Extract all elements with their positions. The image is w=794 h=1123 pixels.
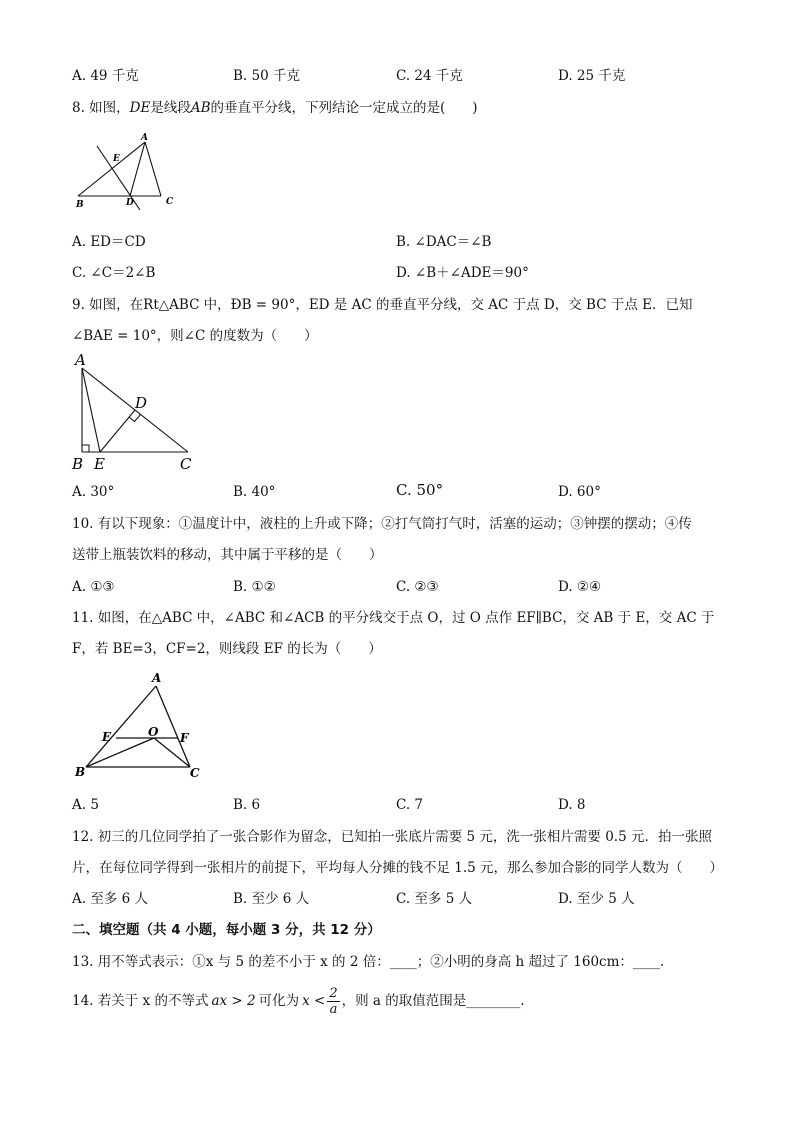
q9-label-c: C xyxy=(180,455,192,473)
q12-stem-line2: 片，在每位同学得到一张相片的前提下，平均每人分摊的钱不足 1.5 元，那么参加合影的同学人数为（ ） xyxy=(72,860,724,876)
q8-option-c: C. ∠C＝2∠B xyxy=(72,265,156,281)
q9-stem-line2: ∠BAE = 10°，则∠C 的度数为（ ） xyxy=(72,328,318,344)
q8-label-e: E xyxy=(113,154,120,164)
q11-stem-line2: F，若 BE=3，CF=2，则线段 EF 的长为（ ） xyxy=(72,641,382,657)
q13-text-3: . xyxy=(659,954,665,970)
q13-text-2: ；②小明的身高 h 超过了 160cm： xyxy=(416,954,633,970)
q11-figure xyxy=(72,666,217,782)
q14-blank: ________ xyxy=(466,993,521,1009)
q7-option-a: A. 49 千克 xyxy=(72,68,139,84)
q9-option-c: C. 50° xyxy=(396,481,444,499)
q11-label-o: O xyxy=(148,725,159,739)
q13-text-1: 13. 用不等式表示：①x 与 5 的差不小于 x 的 2 倍： xyxy=(72,954,390,970)
q12-stem-line1: 12. 初三的几位同学拍了一张合影作为留念，已知拍一张底片需要 5 元，洗一张相片需要 0.5 元．拍一张照 xyxy=(72,829,712,845)
q9-label-d: D xyxy=(135,394,148,412)
q12-option-a: A. 至多 6 人 xyxy=(72,891,149,907)
q8-label-d: D xyxy=(126,198,134,208)
q11-label-c: C xyxy=(190,766,200,780)
q9-label-a: A xyxy=(75,351,86,369)
q10-stem-line1: 10. 有以下现象：①温度计中，液柱的上升或下降；②打气筒打气时，活塞的运动；③钟摆的摆动；④传 xyxy=(72,516,692,532)
q14-numerator: 2 xyxy=(329,986,338,1001)
q8-option-b: B. ∠DAC＝∠B xyxy=(396,234,492,250)
q11-option-a: A. 5 xyxy=(72,797,99,813)
q14-stem xyxy=(72,984,525,1018)
q9-stem-line1: 9. 如图，在Rt△ABC 中，ÐB = 90°，ED 是 AC 的垂直平分线，交 AC 于点 D，交 BC 于点 E．已知 xyxy=(72,297,693,313)
q8-label-c: C xyxy=(166,197,174,207)
q13-stem xyxy=(72,952,664,972)
q7-option-b: B. 50 千克 xyxy=(233,68,300,84)
q8-label-b: B xyxy=(76,200,84,210)
q8-text-3: 的垂直平分线，下列结论一定成立的是( ) xyxy=(210,100,478,116)
q7-option-c: C. 24 千克 xyxy=(396,68,463,84)
q8-option-d: D. ∠B＋∠ADE＝90° xyxy=(396,265,529,281)
section-2-heading: 二、填空题（共 4 小题，每小题 3 分，共 12 分） xyxy=(72,922,381,938)
q11-label-b: B xyxy=(75,765,86,779)
q9-figure xyxy=(70,350,200,474)
q14-text-3: ，则 a 的取值范围是 xyxy=(341,993,467,1009)
q9-label-b: B xyxy=(72,455,84,473)
q8-text-1: 8. 如图， xyxy=(72,100,130,116)
q10-option-c: C. ②③ xyxy=(396,579,439,595)
q11-stem-line1: 11. 如图，在△ABC 中，∠ABC 和∠ACB 的平分线交于点 O，过 O 点作 EF∥BC，交 AB 于 E，交 AC 于 xyxy=(72,610,715,626)
q14-denominator: a xyxy=(329,1002,338,1017)
q9-label-e: E xyxy=(94,455,105,473)
q8-figure xyxy=(70,128,190,212)
q11-label-f: F xyxy=(180,731,189,745)
q8-label-a: A xyxy=(141,133,148,143)
q8-ab: AB xyxy=(190,100,211,116)
q10-option-b: B. ①② xyxy=(233,579,276,595)
q10-stem-line2: 送带上瓶装饮料的移动，其中属于平移的是（ ） xyxy=(72,547,383,563)
q8-option-a: A. ED＝CD xyxy=(72,234,146,250)
q13-blank-2: ____ xyxy=(632,954,660,970)
q12-option-b: B. 至少 6 人 xyxy=(233,891,310,907)
q10-option-a: A. ①③ xyxy=(72,579,115,595)
q11-option-d: D. 8 xyxy=(558,797,586,813)
q7-option-d: D. 25 千克 xyxy=(558,68,626,84)
q12-option-d: D. 至少 5 人 xyxy=(558,891,635,907)
q14-text-2: 可化为 xyxy=(258,993,300,1009)
q13-blank-1: ____ xyxy=(389,954,417,970)
q9-option-a: A. 30° xyxy=(72,484,115,500)
q14-text-4: . xyxy=(520,993,525,1009)
q9-option-d: D. 60° xyxy=(558,484,601,500)
q14-fraction xyxy=(327,986,339,1017)
q8-text-2: 是线段 xyxy=(150,100,191,116)
q11-label-e: E xyxy=(102,730,112,744)
q8-stem xyxy=(72,98,478,118)
q14-text-1: 14. 若关于 x 的不等式 xyxy=(72,993,209,1009)
q10-option-d: D. ②④ xyxy=(558,579,602,595)
q14-inequality: ax > 2 xyxy=(211,993,256,1009)
q11-option-c: C. 7 xyxy=(396,797,424,813)
q11-option-b: B. 6 xyxy=(233,797,261,813)
q14-lhs: x < xyxy=(302,993,326,1009)
q11-label-a: A xyxy=(152,671,162,685)
q9-option-b: B. 40° xyxy=(233,484,276,500)
q12-option-c: C. 至多 5 人 xyxy=(396,891,473,907)
q8-de: DE xyxy=(129,100,151,116)
